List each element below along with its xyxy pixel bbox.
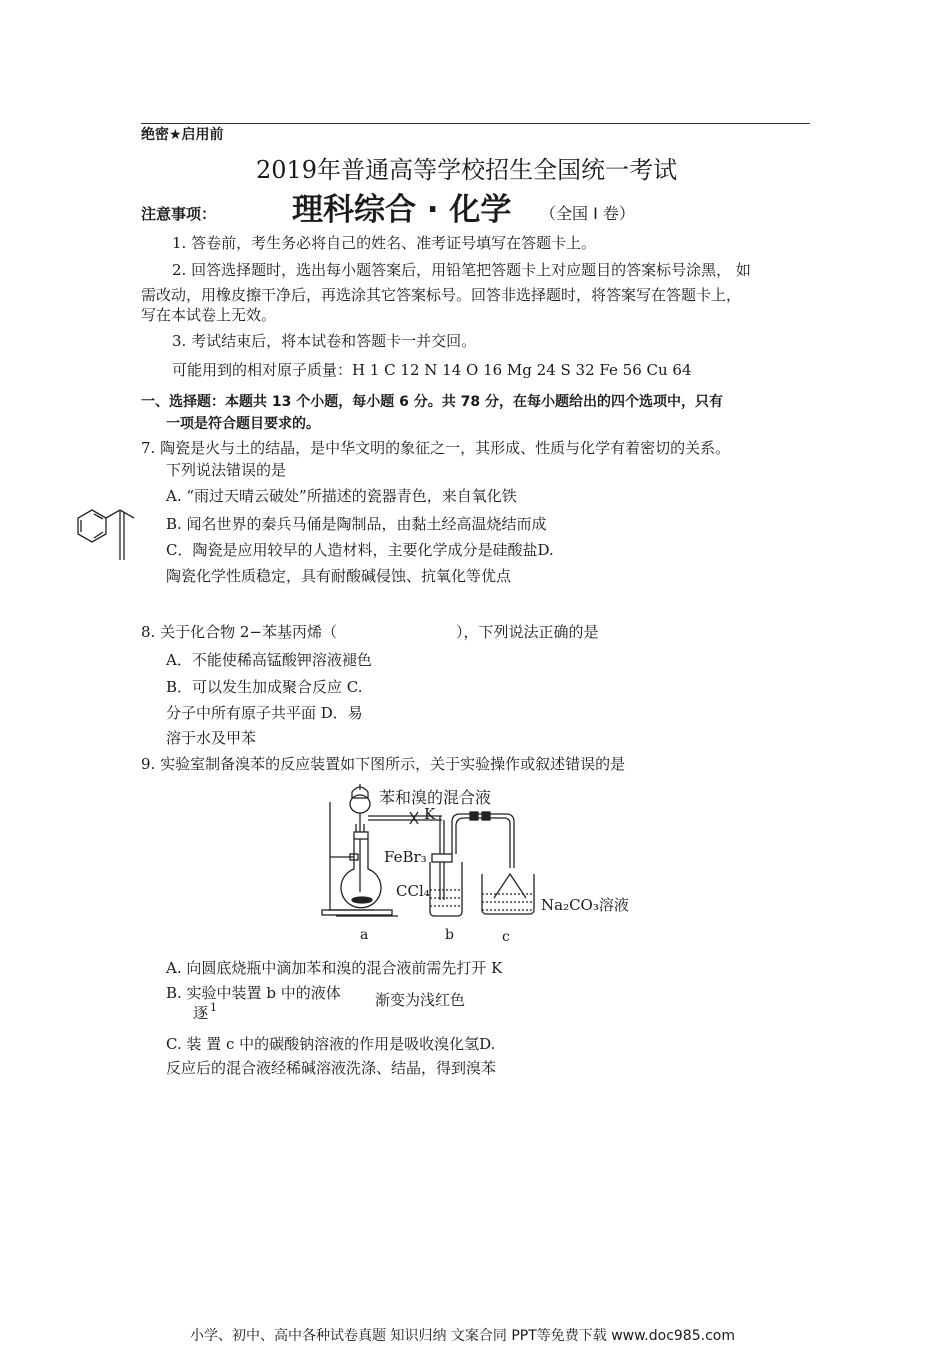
exam-title: 2019年普通高等学校招生全国统一考试: [256, 156, 678, 184]
q9-footnote-mark: 1: [210, 1001, 217, 1014]
apparatus-solvent: CCl₄: [396, 882, 430, 900]
apparatus-mix-label: 苯和溴的混合液: [379, 788, 492, 807]
notice-label: 注意事项：: [141, 205, 217, 223]
subject-title: 理科综合 · 化学: [292, 192, 512, 228]
section-heading-cont: 一项是符合题目要求的。: [166, 416, 320, 432]
apparatus-label-b: b: [445, 927, 454, 943]
q9-option-d: 反应后的混合液经稀碱溶液洗涤、结晶，得到溴苯: [166, 1059, 497, 1077]
phenylpropene-structure: [72, 502, 152, 564]
q8-option-d: 溶于水及甲苯: [166, 729, 257, 747]
q9-option-b: B. 实验中装置 b 中的液体: [166, 984, 341, 1002]
q8-option-c: 分子中所有原子共平面 D．易: [166, 704, 363, 722]
header-rule: [141, 123, 810, 124]
q7-stem-cont: 下列说法错误的是: [166, 461, 287, 479]
q7-option-a: A. “雨过天晴云破处”所描述的瓷器青色，来自氧化铁: [166, 487, 517, 505]
q9-option-c: C. 装 置 c 中的碳酸钠溶液的作用是吸收溴化氢D.: [166, 1035, 496, 1053]
q8-option-b: B．可以发生加成聚合反应 C.: [166, 678, 363, 696]
q9-option-b-end: 渐变为浅红色: [375, 991, 466, 1009]
note-2-cont: 需改动，用橡皮擦干净后，再选涂其它答案标号。回答非选择题时，将答案写在答题卡上，: [141, 286, 742, 304]
note-2: 2. 回答选择题时，选出每小题答案后，用铅笔把答题卡上对应题目的答案标号涂黑， 如: [172, 261, 751, 279]
q8-option-a: A．不能使稀高锰酸钾溶液褪色: [166, 651, 372, 669]
q8-stem-end: ），下列说法正确的是: [456, 623, 599, 641]
apparatus-label-a: a: [360, 927, 369, 943]
q9-option-b-cont: 逐: [193, 1004, 209, 1022]
section-heading: 一、选择题：本题共 13 个小题，每小题 6 分。共 78 分，在每小题给出的四个选项中，只有: [141, 394, 723, 410]
q7-option-b: B. 闻名世界的秦兵马俑是陶制品，由黏土经高温烧结而成: [166, 515, 547, 533]
q9-option-a: A. 向圆底烧瓶中滴加苯和溴的混合液前需先打开 K: [166, 959, 503, 977]
note-2-cont2: 写在本试卷上无效。: [141, 306, 277, 324]
subject-subtitle: （全国 Ⅰ 卷）: [540, 204, 635, 223]
q9-stem: 9. 实验室制备溴苯的反应装置如下图所示，关于实验操作或叙述错误的是: [141, 755, 626, 773]
q7-option-c: C．陶瓷是应用较早的人造材料，主要化学成分是硅酸盐D.: [166, 541, 554, 559]
note-1: 1. 答卷前，考生务必将自己的姓名、准考证号填写在答题卡上。: [172, 234, 597, 252]
page-footer: 小学、初中、高中各种试卷真题 知识归纳 文案合同 PPT等免费下载 www.doc985.com: [190, 1328, 735, 1344]
note-3: 3. 考试结束后，将本试卷和答题卡一并交回。: [172, 332, 477, 350]
apparatus-valve-k: K: [424, 805, 436, 823]
q8-stem: 8. 关于化合物 2−苯基丙烯（: [141, 623, 337, 641]
q7-option-d: 陶瓷化学性质稳定，具有耐酸碱侵蚀、抗氧化等优点: [166, 567, 512, 585]
apparatus-catalyst: FeBr₃: [384, 848, 427, 866]
apparatus-label-c: c: [502, 929, 510, 945]
apparatus-solution: Na₂CO₃溶液: [541, 896, 629, 914]
q7-stem: 7. 陶瓷是火与土的结晶，是中华文明的象征之一，其形成、性质与化学有着密切的关系。: [141, 439, 731, 457]
secret-label: 绝密★启用前: [141, 127, 224, 143]
atomic-mass-line: 可能用到的相对原子质量：H 1 C 12 N 14 O 16 Mg 24 S 32 Fe 56 Cu 64: [172, 361, 692, 379]
